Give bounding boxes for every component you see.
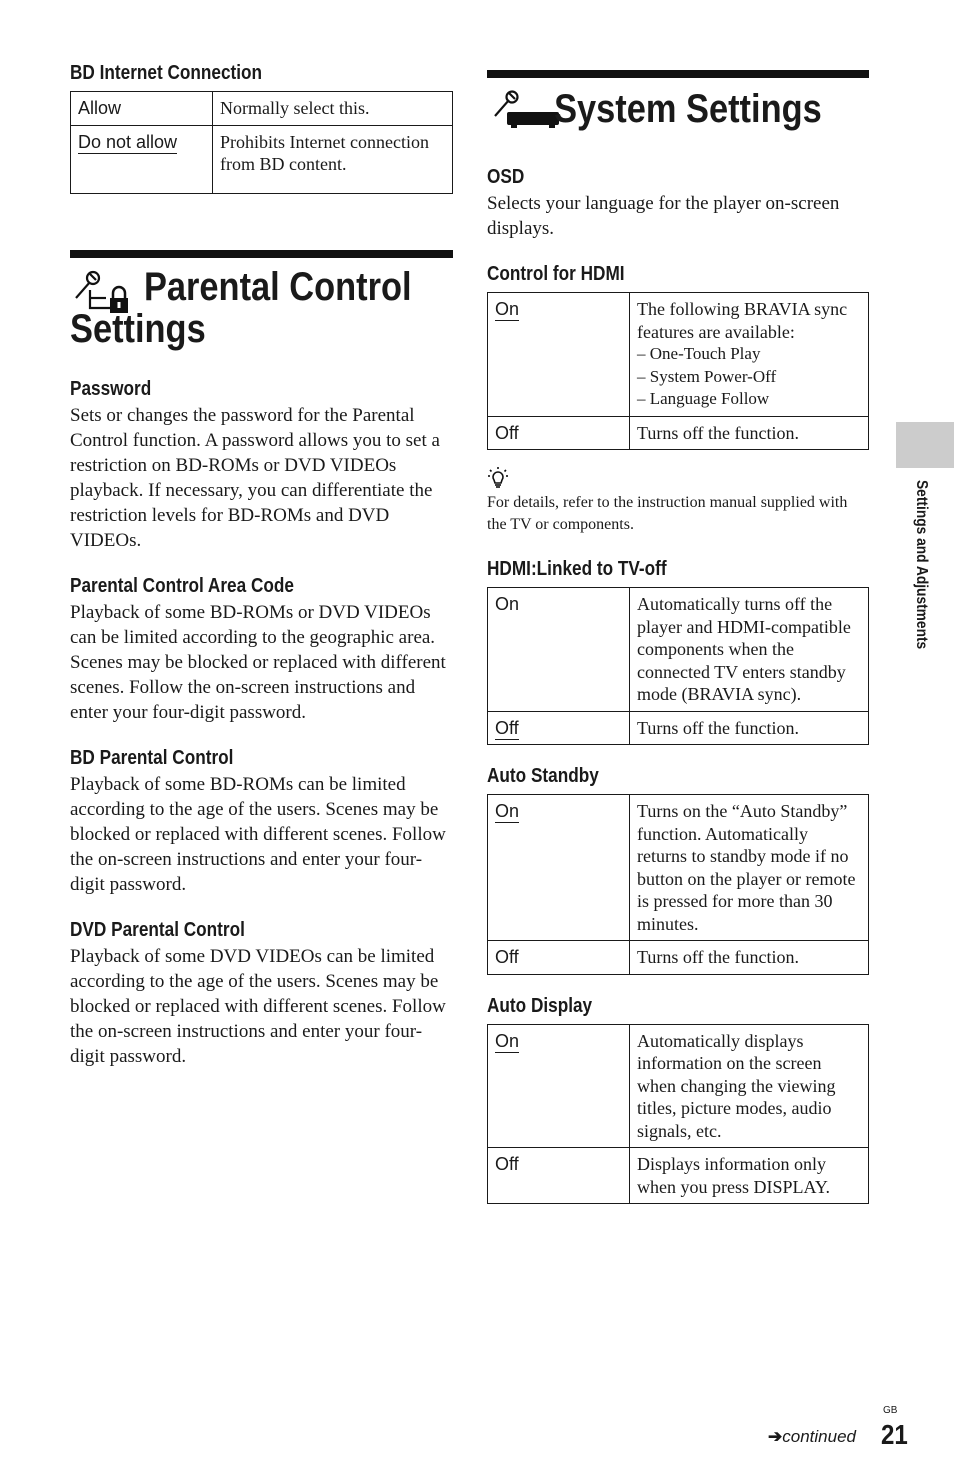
- option-label: Off: [488, 711, 630, 745]
- option-desc: Turns on the “Auto Standby” function. Automatically returns to standby mode if no button on the player or remote is pressed for more than 30 minutes.: [630, 795, 869, 941]
- lightbulb-icon: [487, 466, 869, 492]
- list-item: – One-Touch Play: [637, 344, 761, 363]
- system-title: System Settings: [554, 87, 822, 131]
- table-row: [488, 588, 869, 712]
- page-number: 21: [881, 1419, 908, 1450]
- auto-display-section: [487, 995, 869, 1205]
- hdmi-control-section: [487, 263, 869, 450]
- right-column: [487, 62, 869, 1204]
- region-code: GB: [883, 1405, 898, 1416]
- bd-parental-heading: BD Parental Control: [70, 746, 234, 769]
- bd-parental-text: Playback of some BD-ROMs can be limited according to the age of the users. Scenes may be blocked or replaced with different scenes. Follow the on-screen instructions and enter your four-digit password.: [70, 773, 446, 895]
- osd-section: [487, 166, 869, 241]
- dvd-parental-text: Playback of some DVD VIDEOs can be limited according to the age of the users. Scenes may be blocked or replaced with different scenes. Follow the on-screen instructions and enter your four-digit password.: [70, 945, 446, 1067]
- system-section-header: [487, 70, 869, 136]
- option-label: Allow: [71, 92, 213, 126]
- option-label: On: [488, 1024, 630, 1148]
- option-desc: The following BRAVIA sync features are available: – One-Touch Play – System Power-Off – Language Follow: [630, 293, 869, 417]
- table-row: [488, 941, 869, 975]
- auto-standby-heading: Auto Standby: [487, 765, 599, 787]
- table-row: [488, 416, 869, 450]
- dvd-parental-section: [70, 919, 453, 1069]
- hdmi-linked-table: [487, 587, 869, 745]
- option-desc: Prohibits Internet connection from BD content.: [213, 125, 453, 193]
- option-desc: Displays information only when you press DISPLAY.: [630, 1148, 869, 1204]
- option-desc: Turns off the function.: [630, 711, 869, 745]
- option-desc: Turns off the function.: [630, 416, 869, 450]
- parental-title: Parental Control Settings: [70, 264, 412, 351]
- table-row: [71, 125, 453, 193]
- bd-internet-section: [70, 62, 453, 194]
- table-row: [488, 293, 869, 417]
- list-item: – System Power-Off: [637, 366, 777, 386]
- password-text: Sets or changes the password for the Parental Control function. A password allows you to set a restriction on BD-ROMs or DVD VIDEOs playback. If necessary, you can differentiate the restriction levels for BD-ROMs and DVD VIDEOs.: [70, 404, 440, 551]
- hdmi-control-table: [487, 292, 869, 450]
- bd-internet-table: [70, 91, 453, 194]
- hdmi-linked-section: [487, 558, 869, 745]
- table-row: [488, 711, 869, 745]
- arrow-right-icon: ➔: [768, 1427, 783, 1446]
- option-desc: Normally select this.: [213, 92, 453, 126]
- table-row: [71, 92, 453, 126]
- side-tab-marker: [896, 422, 954, 468]
- option-label: Off: [488, 1148, 630, 1204]
- osd-heading: OSD: [487, 166, 525, 188]
- auto-display-table: [487, 1024, 869, 1205]
- option-desc: Turns off the function.: [630, 941, 869, 975]
- bd-parental-section: [70, 747, 453, 897]
- bd-internet-heading: BD Internet Connection: [70, 62, 263, 84]
- area-code-section: [70, 575, 453, 725]
- hint-text: For details, refer to the instruction manual supplied with the TV or components.: [487, 494, 848, 533]
- area-code-text: Playback of some BD-ROMs or DVD VIDEOs can be limited according to the geographic area. Scenes may be blocked or replaced with different scenes. Follow the on-screen instructions and enter your four-digit password.: [70, 601, 446, 723]
- table-row: [488, 1148, 869, 1204]
- auto-standby-table: [487, 794, 869, 975]
- password-section: [70, 378, 453, 553]
- password-heading: Password: [70, 377, 152, 400]
- auto-display-heading: Auto Display: [487, 994, 593, 1017]
- option-label: On: [488, 293, 630, 417]
- option-label: Off: [488, 416, 630, 450]
- area-code-heading: Parental Control Area Code: [70, 574, 294, 597]
- option-desc: Automatically displays information on the screen when changing the viewing titles, picture modes, audio signals, etc.: [630, 1024, 869, 1148]
- list-item: – Language Follow: [637, 389, 770, 408]
- option-label: On: [488, 795, 630, 941]
- option-label: On: [488, 588, 630, 712]
- hdmi-control-heading: Control for HDMI: [487, 263, 625, 285]
- osd-text: Selects your language for the player on-screen displays.: [487, 193, 840, 239]
- parental-section-header: [70, 250, 453, 350]
- auto-standby-section: [487, 765, 869, 975]
- side-tab-label: Settings and Adjustments: [913, 480, 930, 650]
- option-label: Do not allow: [71, 125, 213, 193]
- hint-note: [487, 466, 869, 536]
- continued-note: ➔continued: [768, 1427, 856, 1446]
- option-desc: Automatically turns off the player and HDMI-compatible components when the connected TV enters standby mode (BRAVIA sync).: [630, 588, 869, 712]
- hdmi-linked-heading: HDMI:Linked to TV-off: [487, 558, 667, 580]
- left-column: [70, 62, 453, 1069]
- option-label: Off: [488, 941, 630, 975]
- dvd-parental-heading: DVD Parental Control: [70, 918, 245, 941]
- table-row: [488, 1024, 869, 1148]
- table-row: [488, 795, 869, 941]
